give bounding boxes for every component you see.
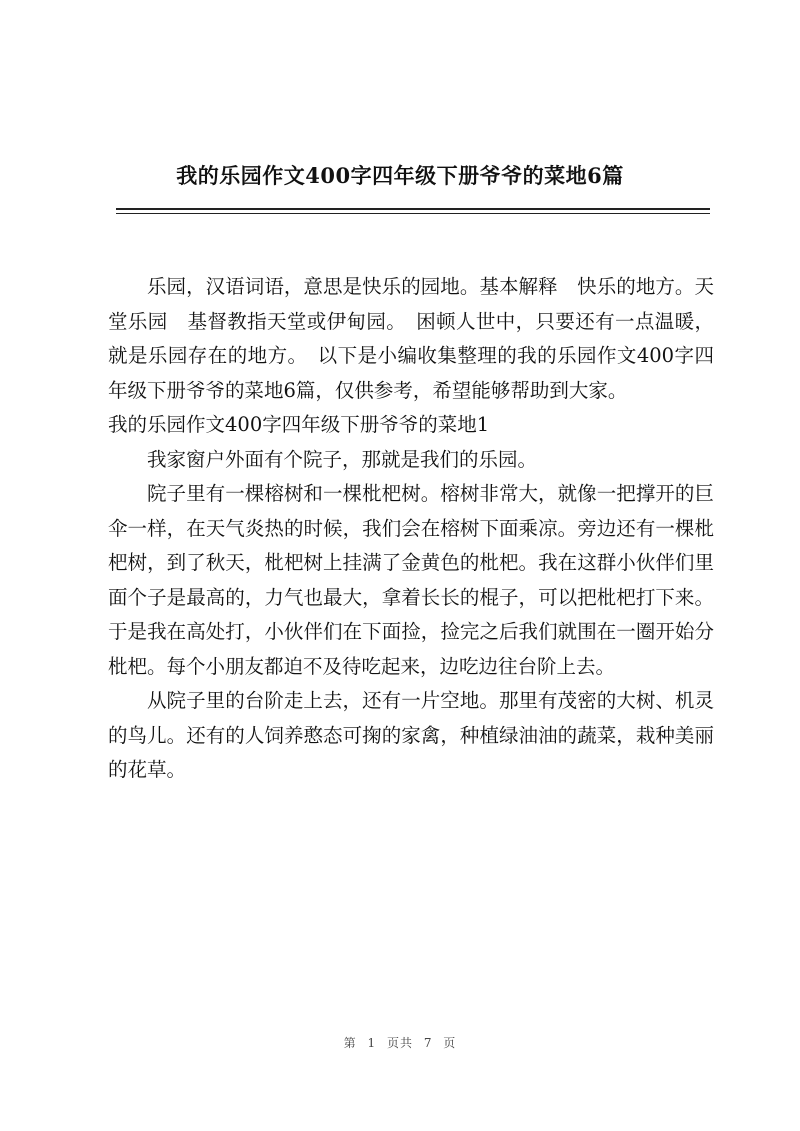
body-paragraph: 院子里有一棵榕树和一棵枇杷树。榕树非常大，就像一把撑开的巨伞一样，在天气炎热的时候，我们会在榕树下面乘凉。旁边还有一棵枇杷树，到了秋天，枇杷树上挂满了金黄色的枇杷。我在这群小伙伴们里面个子是最高的，力气也最大，拿着长长的棍子，可以把枇杷打下来。于是我在高处打，小伙伴们在下面捡，捡完之后我们就围在一圈开始分枇杷。每个小朋友都迫不及待吃起来，边吃边往台阶上去。	[108, 482, 714, 678]
footer-suffix: 页	[443, 1036, 457, 1050]
intro-paragraph: 乐园，汉语词语，意思是快乐的园地。基本解释 快乐的地方。天堂乐园 基督教指天堂或伊甸园。 困顿人世中，只要还有一点温暖，就是乐园存在的地方。 以下是小编收集整理的我的乐园作文400字四年级下册爷爷的菜地6篇，仅供参考，希望能够帮助到大家。	[108, 275, 714, 402]
body-paragraph: 我家窗户外面有个院子，那就是我们的乐园。	[147, 447, 538, 471]
document-title: 我的乐园作文400字四年级下册爷爷的菜地6篇	[176, 163, 624, 188]
footer-mid: 页共	[386, 1036, 413, 1050]
page-footer	[0, 1034, 800, 1051]
footer-prefix: 第	[343, 1036, 357, 1050]
body-paragraph: 从院子里的台阶走上去，还有一片空地。那里有茂密的大树、机灵的鸟儿。还有的人饲养憨态可掬的家禽，种植绿油油的蔬菜，栽种美丽的花草。	[108, 689, 714, 781]
document-body	[108, 270, 714, 788]
title-underline-thin	[116, 213, 710, 214]
section-heading: 我的乐园作文400字四年级下册爷爷的菜地1	[108, 413, 490, 436]
footer-total-pages: 7	[423, 1036, 433, 1050]
title-underline-thick	[116, 208, 710, 210]
footer-page-number: 1	[367, 1036, 377, 1050]
